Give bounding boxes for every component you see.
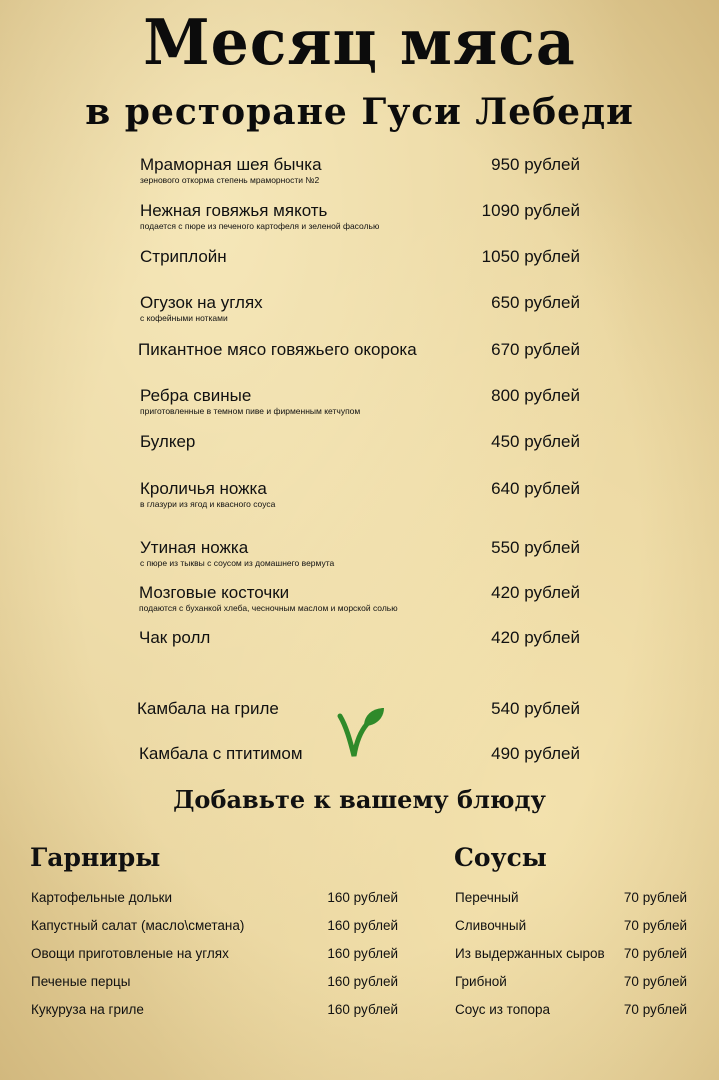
menu-item-name: Пикантное мясо говяжьего окорока — [138, 340, 417, 359]
sauce-row — [455, 944, 687, 964]
sauce-name: Перечный — [455, 890, 519, 905]
menu-item — [0, 432, 719, 472]
menu-item-name: Мраморная шея бычка — [140, 155, 322, 174]
menu-item-price: 1090 рублей — [481, 201, 580, 220]
menu-item-description: приготовленные в темном пиве и фирменным кетчупом — [140, 406, 361, 416]
menu-item — [0, 538, 719, 578]
sauce-name: Грибной — [455, 974, 507, 989]
menu-item — [0, 155, 719, 195]
garnish-row — [31, 888, 398, 908]
garnish-price: 160 рублей — [327, 1002, 398, 1017]
menu-item-name: Огузок на углях — [140, 293, 263, 312]
garnish-price: 160 рублей — [327, 890, 398, 905]
page-subtitle: в ресторане Гуси Лебеди — [85, 91, 634, 133]
menu-item-description: с кофейными нотками — [140, 313, 228, 323]
menu-item — [0, 340, 719, 380]
menu-item-price: 950 рублей — [491, 155, 580, 174]
menu-item — [0, 628, 719, 668]
menu-item-price: 450 рублей — [491, 432, 580, 451]
addons-title: Добавьте к вашему блюду — [173, 785, 546, 814]
menu-item-price: 650 рублей — [491, 293, 580, 312]
sauces-title: Соусы — [454, 843, 547, 872]
menu-item-price: 420 рублей — [491, 628, 580, 647]
menu-item-price: 540 рублей — [491, 699, 580, 718]
menu-item-price: 670 рублей — [491, 340, 580, 359]
menu-item-name: Ребра свиные — [140, 386, 252, 405]
sauce-price: 70 рублей — [623, 890, 687, 905]
sauce-price: 70 рублей — [623, 974, 687, 989]
garnish-row — [31, 972, 398, 992]
menu-item-price: 420 рублей — [491, 583, 580, 602]
menu-item — [0, 479, 719, 519]
menu-item — [0, 293, 719, 333]
menu-item-name: Камбала с птитимом — [139, 744, 303, 763]
menu-item-description: с пюре из тыквы с соусом из домашнего вермута — [140, 558, 335, 568]
menu-item-name: Утиная ножка — [140, 538, 249, 557]
garnish-price: 160 рублей — [327, 974, 398, 989]
garnish-name: Кукуруза на гриле — [31, 1002, 144, 1017]
sauce-row — [455, 916, 687, 936]
sauce-price: 70 рублей — [623, 1002, 687, 1017]
sauce-row — [455, 1000, 687, 1020]
menu-item-name: Кроличья ножка — [140, 479, 267, 498]
menu-item — [0, 247, 719, 287]
sauce-row — [455, 888, 687, 908]
garnishes-title: Гарниры — [30, 843, 161, 872]
garnish-name: Печеные перцы — [31, 974, 131, 989]
menu-item-description: подается с пюре из печеного картофеля и зеленой фасолью — [140, 221, 380, 231]
menu-item-name: Стриплойн — [140, 247, 227, 266]
menu-item-description: в глазури из ягод и квасного соуса — [140, 499, 276, 509]
garnish-name: Капустный салат (масло\сметана) — [31, 918, 245, 933]
garnish-row — [31, 1000, 398, 1020]
sauce-name: Соус из топора — [455, 1002, 551, 1017]
garnish-row — [31, 916, 398, 936]
menu-item-name: Чак ролл — [139, 628, 211, 647]
garnish-row — [31, 944, 398, 964]
garnish-price: 160 рублей — [327, 918, 398, 933]
sauce-price: 70 рублей — [623, 918, 687, 933]
sauce-price: 70 рублей — [623, 946, 687, 961]
menu-item-name: Мозговые косточки — [139, 583, 290, 602]
sauce-name: Из выдержанных сыров — [455, 946, 605, 961]
page-title: Месяц мяса — [143, 6, 576, 80]
menu-item-name: Булкер — [140, 432, 196, 451]
sauce-name: Сливочный — [455, 918, 527, 933]
menu-item-description: зернового откорма степень мраморности №2 — [140, 175, 320, 185]
menu-item-name: Камбала на гриле — [137, 699, 279, 718]
sauce-row — [455, 972, 687, 992]
menu-item-price: 640 рублей — [491, 479, 580, 498]
leaf-icon — [334, 704, 386, 760]
menu-item-description: подаются с буханкой хлеба, чесночным маслом и морской солью — [139, 603, 398, 613]
garnish-name: Овощи приготовленые на углях — [31, 946, 229, 961]
menu-item-name: Нежная говяжья мякоть — [140, 201, 328, 220]
garnish-price: 160 рублей — [327, 946, 398, 961]
menu-item — [0, 201, 719, 241]
menu-item-price: 490 рублей — [491, 744, 580, 763]
menu-item-price: 1050 рублей — [481, 247, 580, 266]
menu-item-price: 550 рублей — [491, 538, 580, 557]
menu-item — [0, 386, 719, 426]
garnish-name: Картофельные дольки — [31, 890, 173, 905]
menu-item-price: 800 рублей — [491, 386, 580, 405]
menu-item — [0, 583, 719, 623]
